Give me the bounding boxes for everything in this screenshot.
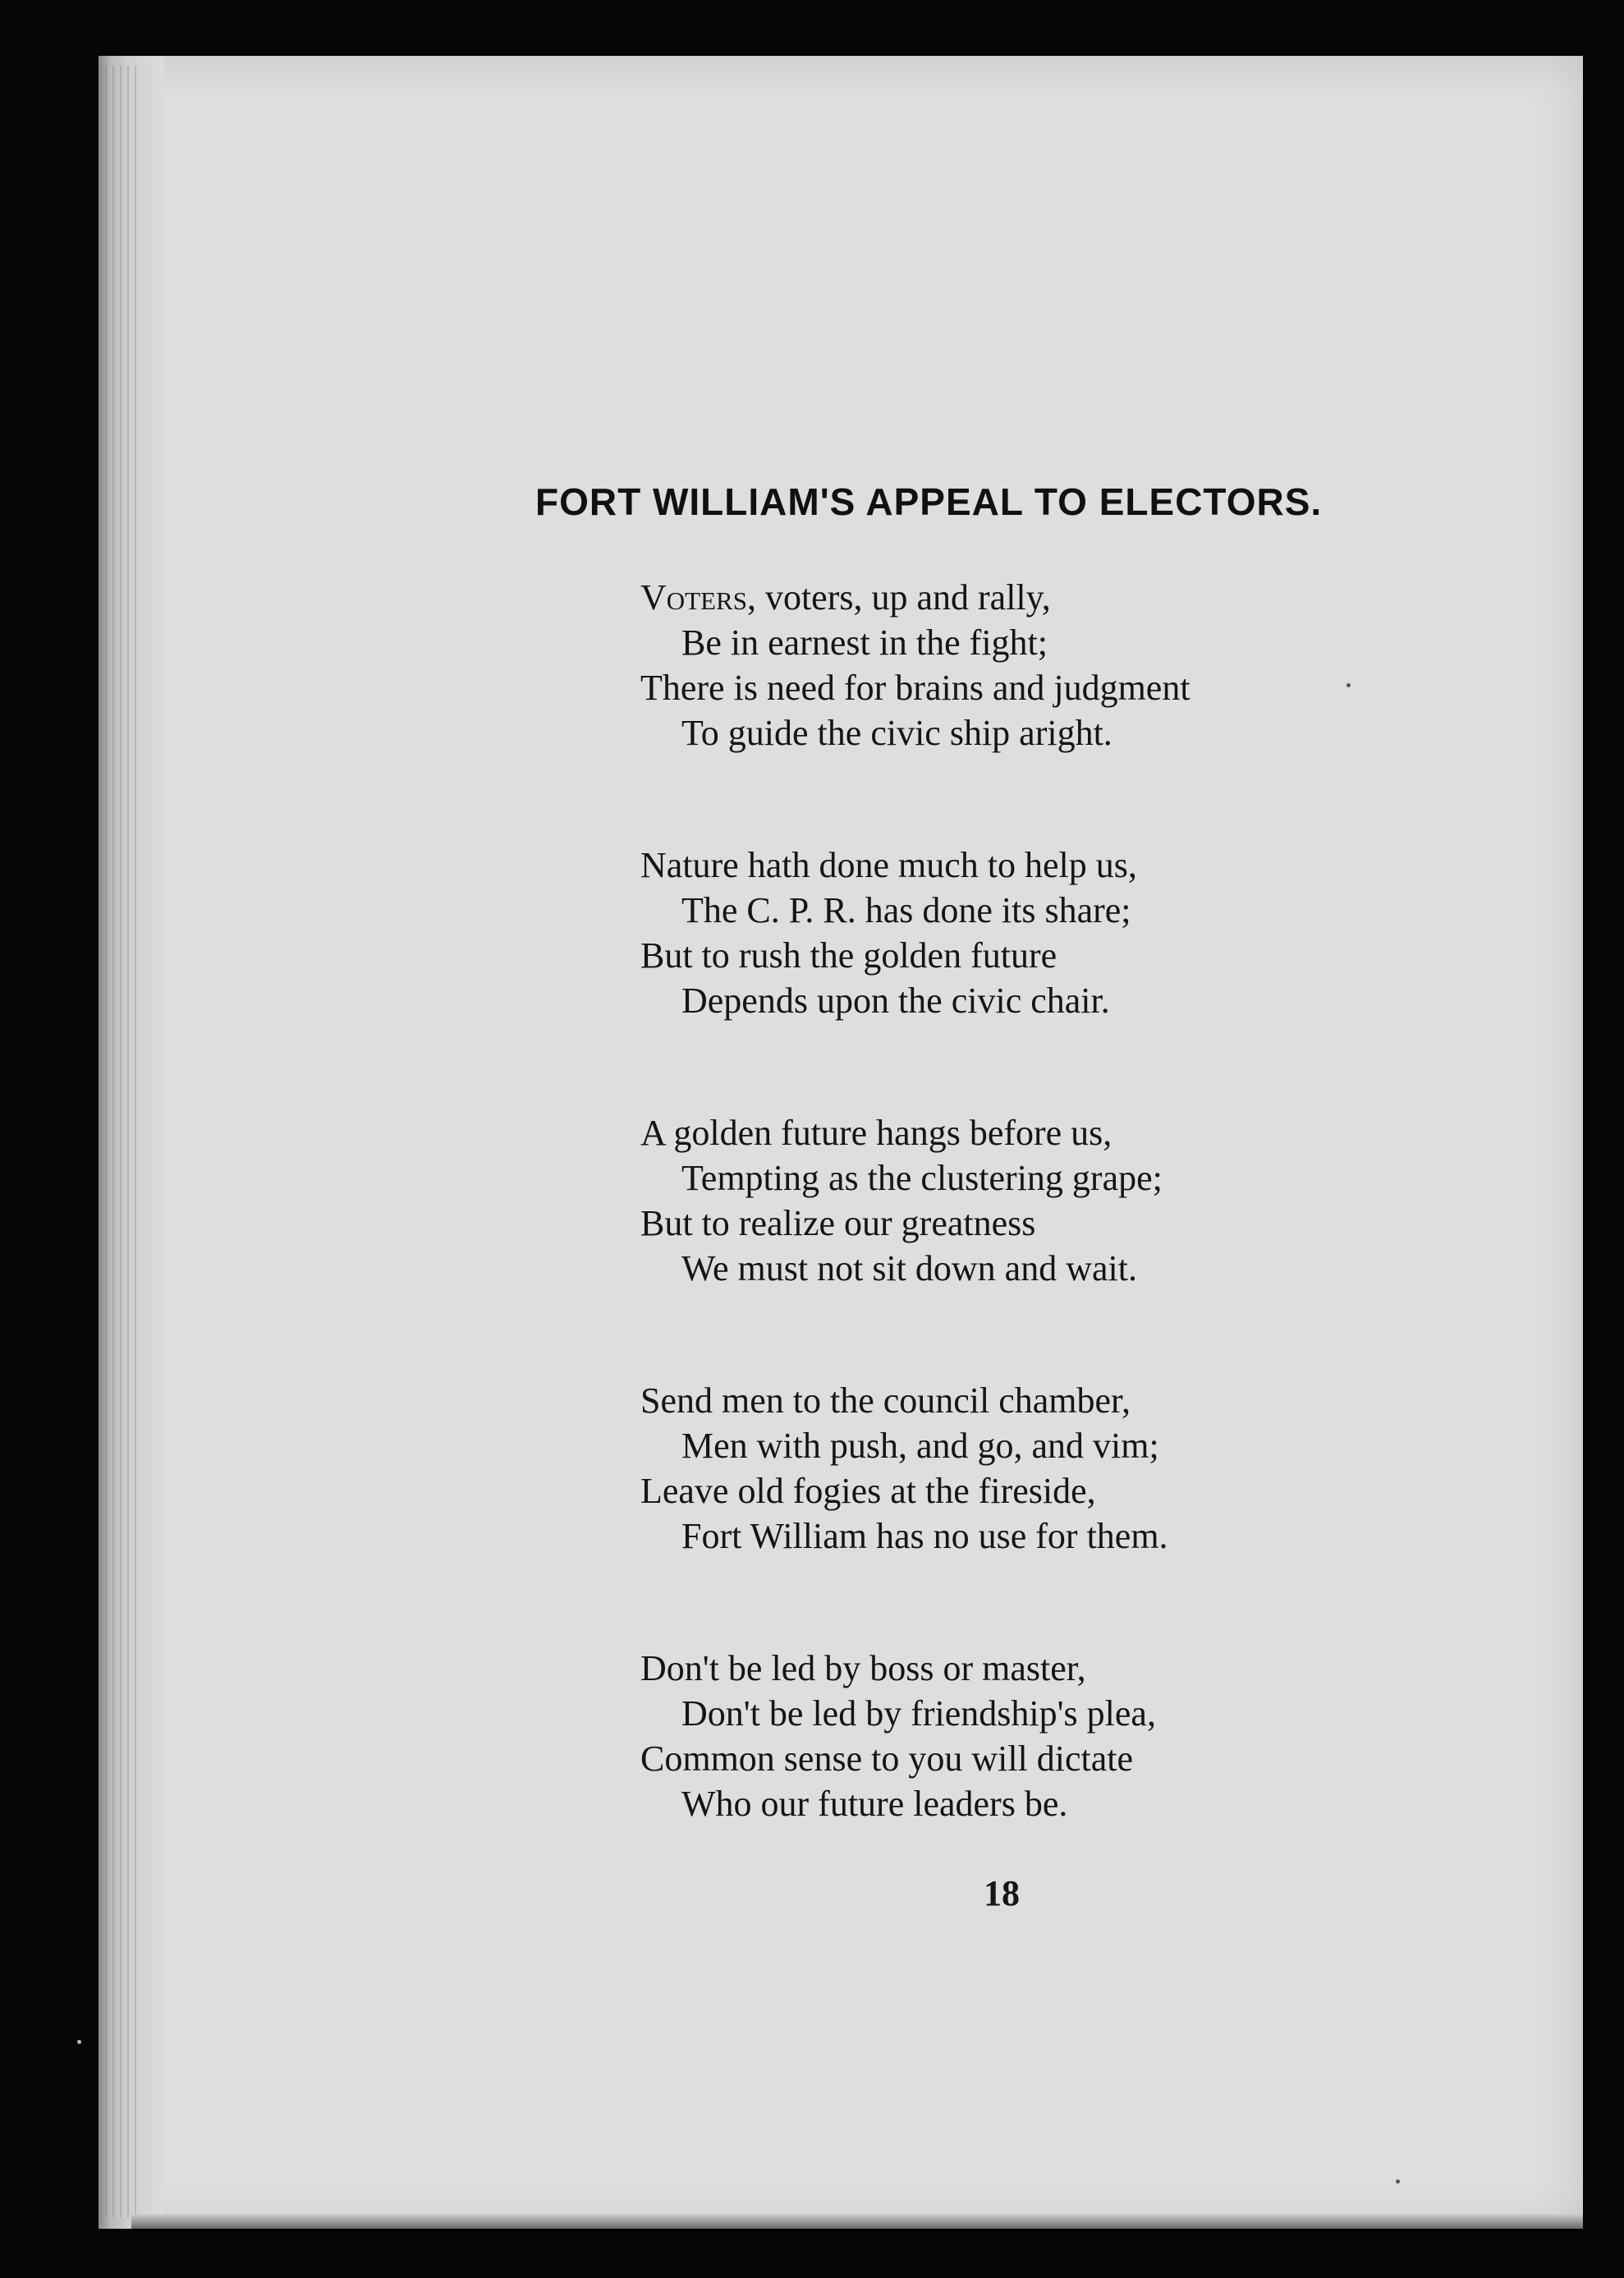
poem-line: Nature hath done much to help us, [640,845,1137,885]
poem-line: Common sense to you will dictate [640,1738,1134,1779]
stanza-4 [640,1378,1478,1559]
stanza-2 [640,843,1478,1023]
poem-line: Fort William has no use for them. [681,1516,1168,1556]
page-bottom-edge [131,2214,1583,2229]
page-number: 18 [984,1873,1020,1913]
poem-line: Don't be led by boss or master, [640,1648,1086,1688]
poem-line: Send men to the council chamber, [640,1380,1131,1421]
stanza-5 [640,1646,1478,1826]
poem-line: A golden future hangs before us, [640,1113,1112,1153]
stanza-3 [640,1110,1478,1291]
poem-line: Tempting as the clustering grape; [681,1158,1163,1198]
poem-line: Men with push, and go, and vim; [681,1426,1159,1466]
poem-body [640,575,1478,1913]
poem-line: Who our future leaders be. [681,1784,1068,1824]
poem-line [640,575,1478,620]
poem-line: Don't be led by friendship's plea, [681,1693,1156,1734]
dust-speck [77,2040,81,2044]
first-word-small-caps: Voters, [640,577,756,618]
poem-line: But to rush the golden future [640,935,1057,976]
page-edge-texture [105,66,138,2217]
poem-line: To guide the civic ship aright. [681,713,1112,753]
dust-speck [1346,683,1351,687]
poem-line: We must not sit down and wait. [681,1248,1137,1288]
poem-title: FORT WILLIAM'S APPEAL TO ELECTORS. [535,480,1323,523]
poem-line: Depends upon the civic chair. [681,981,1110,1021]
poem-line: There is need for brains and judgment [640,668,1190,708]
poem-line: The C. P. R. has done its share; [681,890,1131,930]
poem-line: But to realize our greatness [640,1203,1036,1243]
dust-speck [1396,2179,1400,2184]
stanza-1 [640,575,1478,756]
poem-line: Leave old fogies at the fireside, [640,1471,1096,1511]
line-rest: voters, up and rally, [755,577,1051,618]
poem-line: Be in earnest in the fight; [681,622,1048,663]
